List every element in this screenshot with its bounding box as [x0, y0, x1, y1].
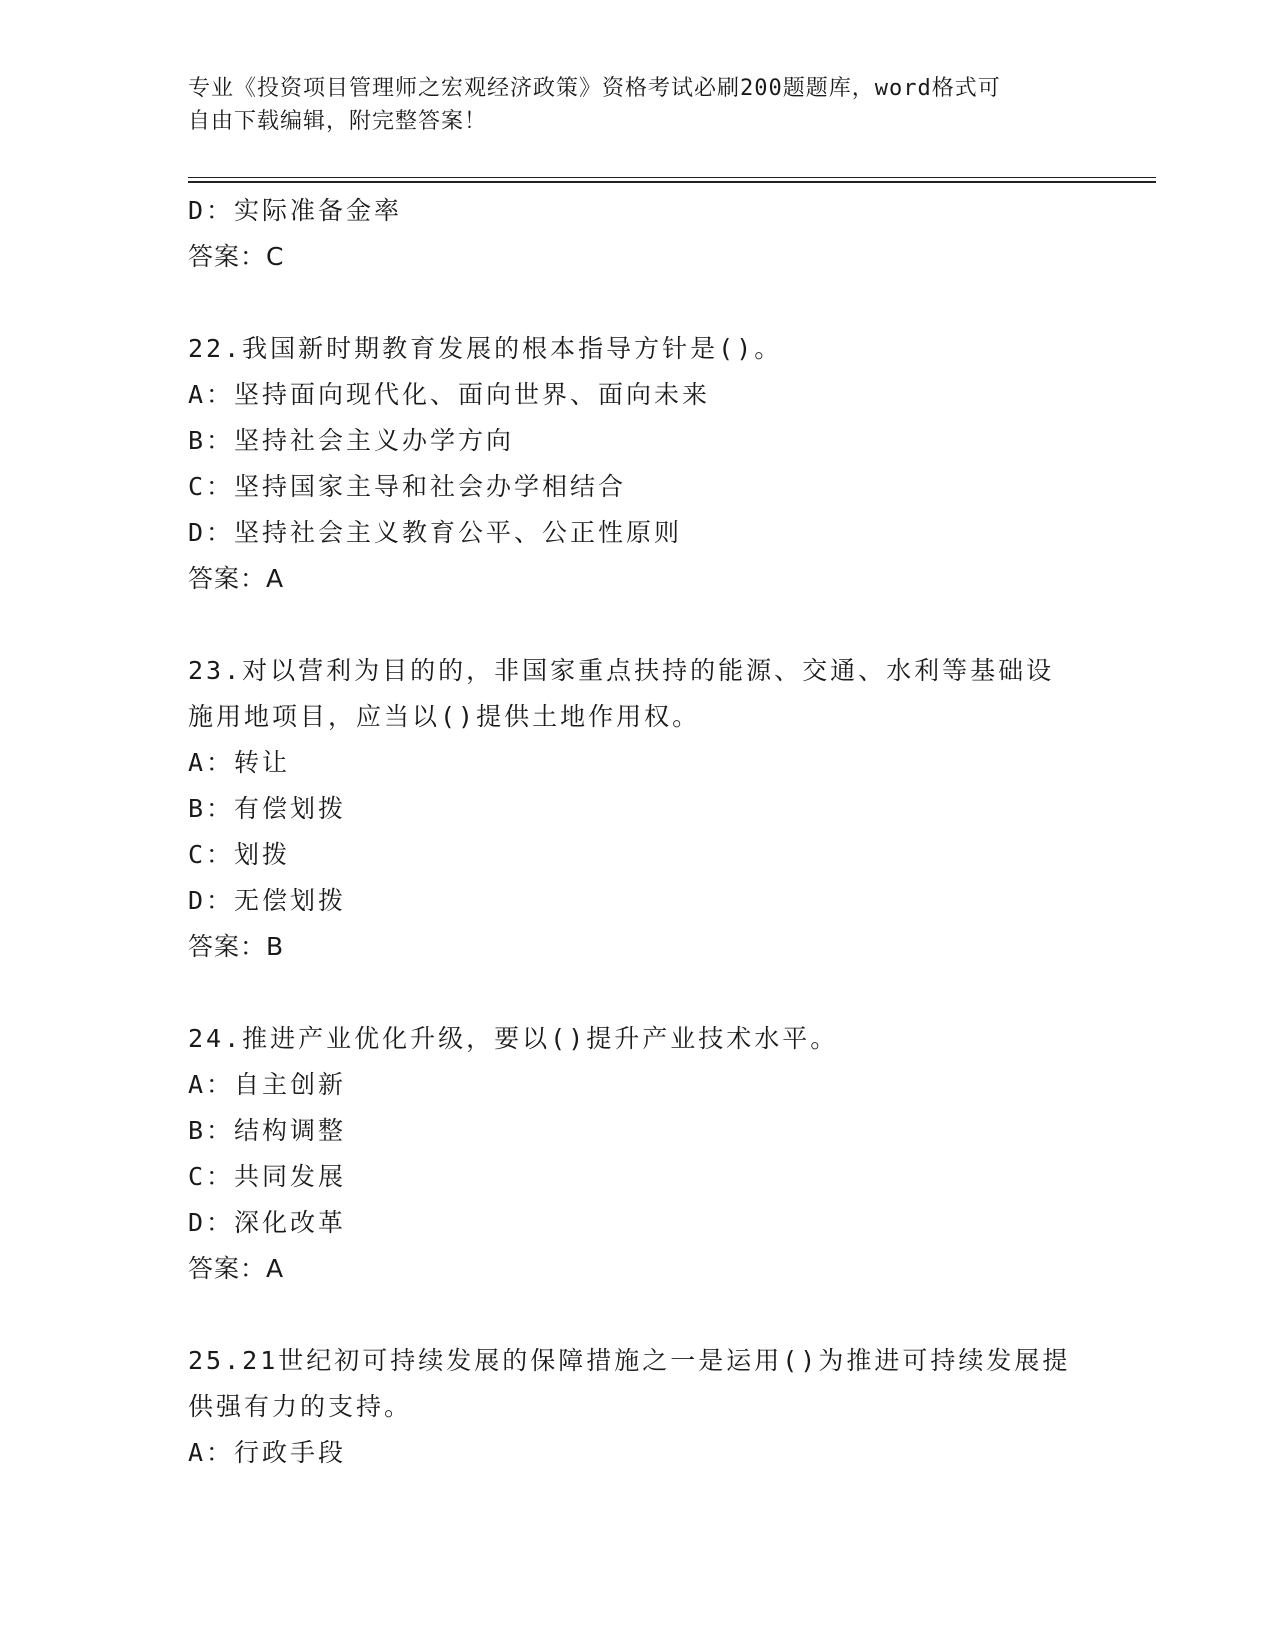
prev-answer: 答案：C	[188, 242, 285, 271]
spacer	[188, 280, 1088, 326]
prev-option-d: D：实际准备金率	[188, 196, 403, 225]
q23-option-c: C：划拨	[188, 840, 291, 869]
spacer	[188, 970, 1088, 1016]
q24-option-c: C：共同发展	[188, 1162, 347, 1191]
spacer	[188, 602, 1088, 648]
q23-answer: 答案：B	[188, 932, 285, 961]
q22-option-b: B：坚持社会主义办学方向	[188, 426, 515, 455]
header-divider-thick	[188, 181, 1156, 183]
q23-option-b: B：有偿划拨	[188, 794, 347, 823]
q25-question-line-2: 供强有力的支持。	[188, 1392, 413, 1421]
q24-option-a: A：自主创新	[188, 1070, 347, 1099]
q22-option-d: D：坚持社会主义教育公平、公正性原则	[188, 518, 683, 547]
header-line-1: 专业《投资项目管理师之宏观经济政策》资格考试必刷200题题库，word格式可	[188, 76, 1001, 101]
q23-question-line-1: 23.对以营利为目的的，非国家重点扶持的能源、交通、水利等基础设	[188, 656, 1055, 685]
question-content	[188, 188, 1088, 1476]
spacer	[188, 1292, 1088, 1338]
q23-option-d: D：无偿划拨	[188, 886, 347, 915]
q22-answer: 答案：A	[188, 564, 285, 593]
q24-option-d: D：深化改革	[188, 1208, 347, 1237]
q25-option-a: A：行政手段	[188, 1438, 347, 1467]
header-line-2: 自由下载编辑，附完整答案！	[188, 109, 488, 134]
document-header	[188, 72, 1088, 138]
q22-option-a: A：坚持面向现代化、面向世界、面向未来	[188, 380, 711, 409]
q24-question: 24.推进产业优化升级，要以()提升产业技术水平。	[188, 1024, 839, 1053]
q23-question-line-2: 施用地项目，应当以()提供土地作用权。	[188, 702, 701, 731]
q22-question: 22.我国新时期教育发展的根本指导方针是()。	[188, 334, 783, 363]
q22-option-c: C：坚持国家主导和社会办学相结合	[188, 472, 627, 501]
q24-answer: 答案：A	[188, 1254, 285, 1283]
q25-question-line-1: 25.21世纪初可持续发展的保障措施之一是运用()为推进可持续发展提	[188, 1346, 1071, 1375]
header-divider-thin	[188, 177, 1156, 178]
q23-option-a: A：转让	[188, 748, 291, 777]
q24-option-b: B：结构调整	[188, 1116, 347, 1145]
